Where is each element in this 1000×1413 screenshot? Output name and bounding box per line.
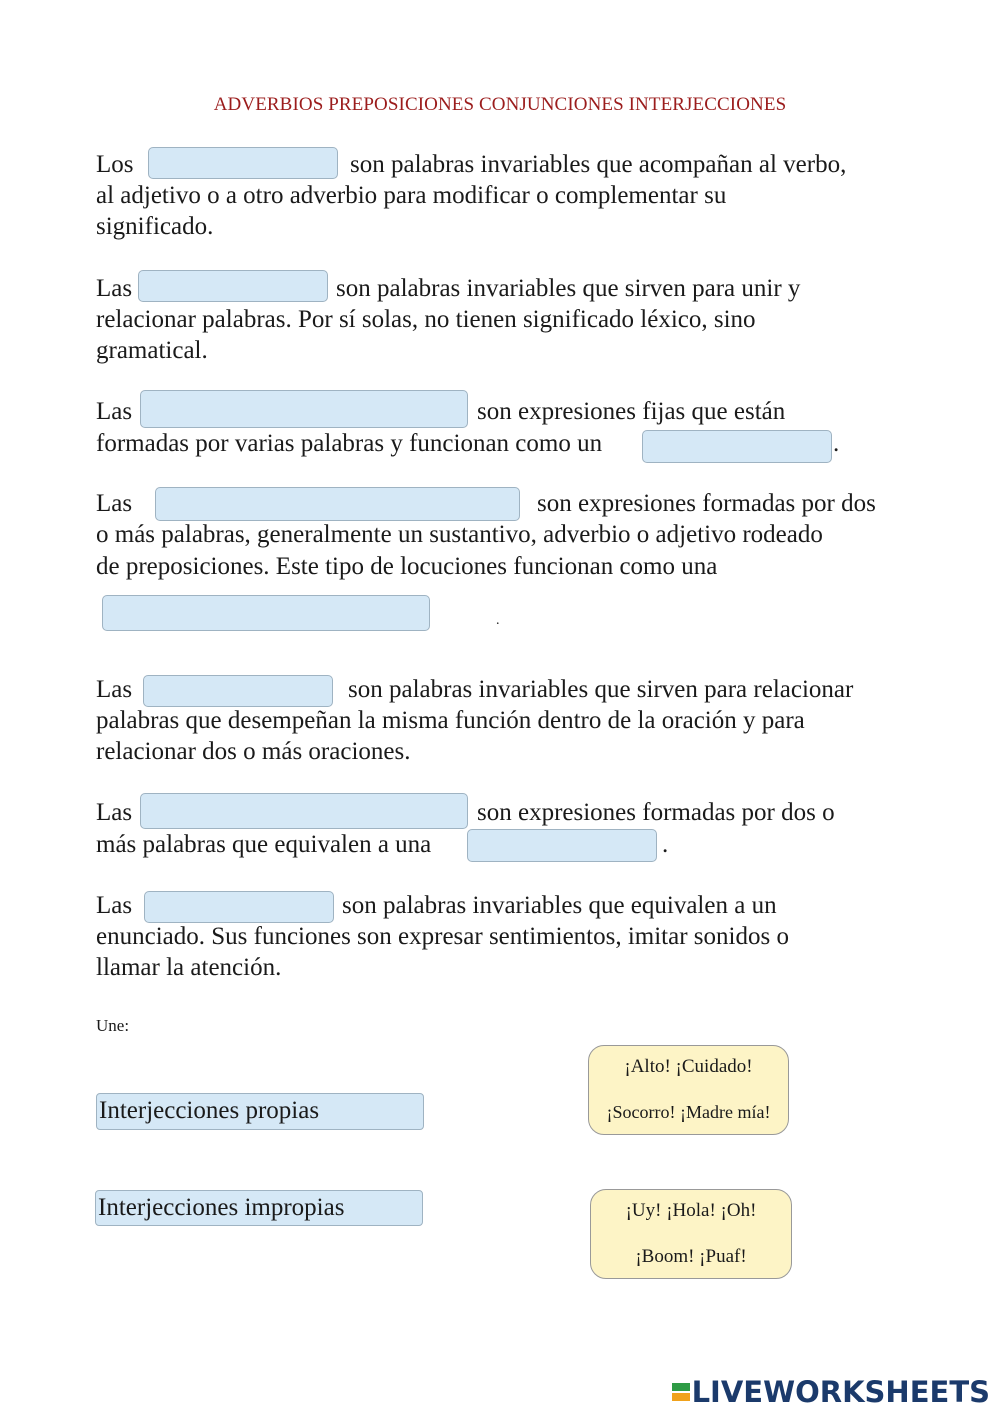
blank-conjunciones[interactable] [143,675,333,707]
example-2-line1: ¡Uy! ¡Hola! ¡Oh! [625,1200,757,1221]
p4-line1-end: son expresiones formadas por dos [537,490,876,517]
p7-line1-start: Las [96,892,133,919]
p3-line2: formadas por varias palabras y funcionan como un [96,430,603,457]
blank-preposiciones[interactable] [138,270,328,302]
p6-line1-end: son expresiones formadas por dos o [477,799,835,826]
match-label-propias[interactable]: Interjecciones propias [96,1093,424,1130]
blank-preposicion[interactable] [102,595,430,631]
example-1-line2: ¡Socorro! ¡Madre mía! [606,1102,771,1122]
p2-line3: gramatical. [96,337,208,364]
p7-line2: enunciado. Sus funciones son expresar sentimientos, imitar sonidos o [96,923,789,950]
p2-line2: relacionar palabras. Por sí solas, no tienen significado léxico, sino [96,306,756,333]
p6-line2: más palabras que equivalen a una [96,831,432,858]
p3-line1-end: son expresiones fijas que están [477,398,786,425]
p4-line3: de preposiciones. Este tipo de locuciones funcionan como una [96,553,718,580]
match-example-propias[interactable] [588,1045,789,1135]
brand-name: LIVEWORKSHEETS [691,1375,990,1409]
p5-line2: palabras que desempeñan la misma función dentro de la oración y para [96,707,805,734]
p5-line1-end: son palabras invariables que sirven para relacionar [348,676,854,703]
p3-line2-end: . [833,430,840,457]
p2-line1-start: Las [96,275,133,302]
brand-footer [672,1375,990,1409]
blank-locuciones-adverbiales[interactable] [140,390,468,428]
p6-line1-start: Las [96,799,133,826]
p3-line1-start: Las [96,398,133,425]
blank-locuciones-conjuntivas[interactable] [140,793,468,829]
match-instruction: Une: [96,1016,130,1035]
match-label-impropias[interactable]: Interjecciones impropias [95,1190,423,1226]
p4-line4-end: . [496,613,500,628]
example-1-line1: ¡Alto! ¡Cuidado! [624,1056,753,1077]
match-example-impropias[interactable] [590,1189,792,1279]
p1-line3: significado. [96,213,214,240]
p5-line1-start: Las [96,676,133,703]
p7-line1-end: son palabras invariables que equivalen a un [342,892,777,919]
p4-line1-start: Las [96,490,133,517]
p2-line1-end: son palabras invariables que sirven para unir y [336,275,801,302]
worksheet-title: ADVERBIOS PREPOSICIONES CONJUNCIONES INTERJECCIONES [213,94,787,115]
p1-line1-end: son palabras invariables que acompañan al verbo, [350,151,847,178]
p4-line2: o más palabras, generalmente un sustantivo, adverbio o adjetivo rodeado [96,521,823,548]
p7-line3: llamar la atención. [96,954,282,981]
p1-line1-start: Los [96,151,134,178]
blank-interjecciones[interactable] [144,891,334,923]
blank-locuciones-prepositivas[interactable] [155,487,520,521]
brand-logo-icon [672,1382,690,1402]
blank-conjuncion[interactable] [467,829,657,862]
p1-line2: al adjetivo o a otro adverbio para modificar o complementar su [96,182,727,209]
blank-adverbios[interactable] [148,147,338,179]
blank-adverbio[interactable] [642,430,832,463]
p5-line3: relacionar dos o más oraciones. [96,738,411,765]
example-2-line2: ¡Boom! ¡Puaf! [635,1246,747,1267]
p6-line2-end: . [662,831,669,858]
